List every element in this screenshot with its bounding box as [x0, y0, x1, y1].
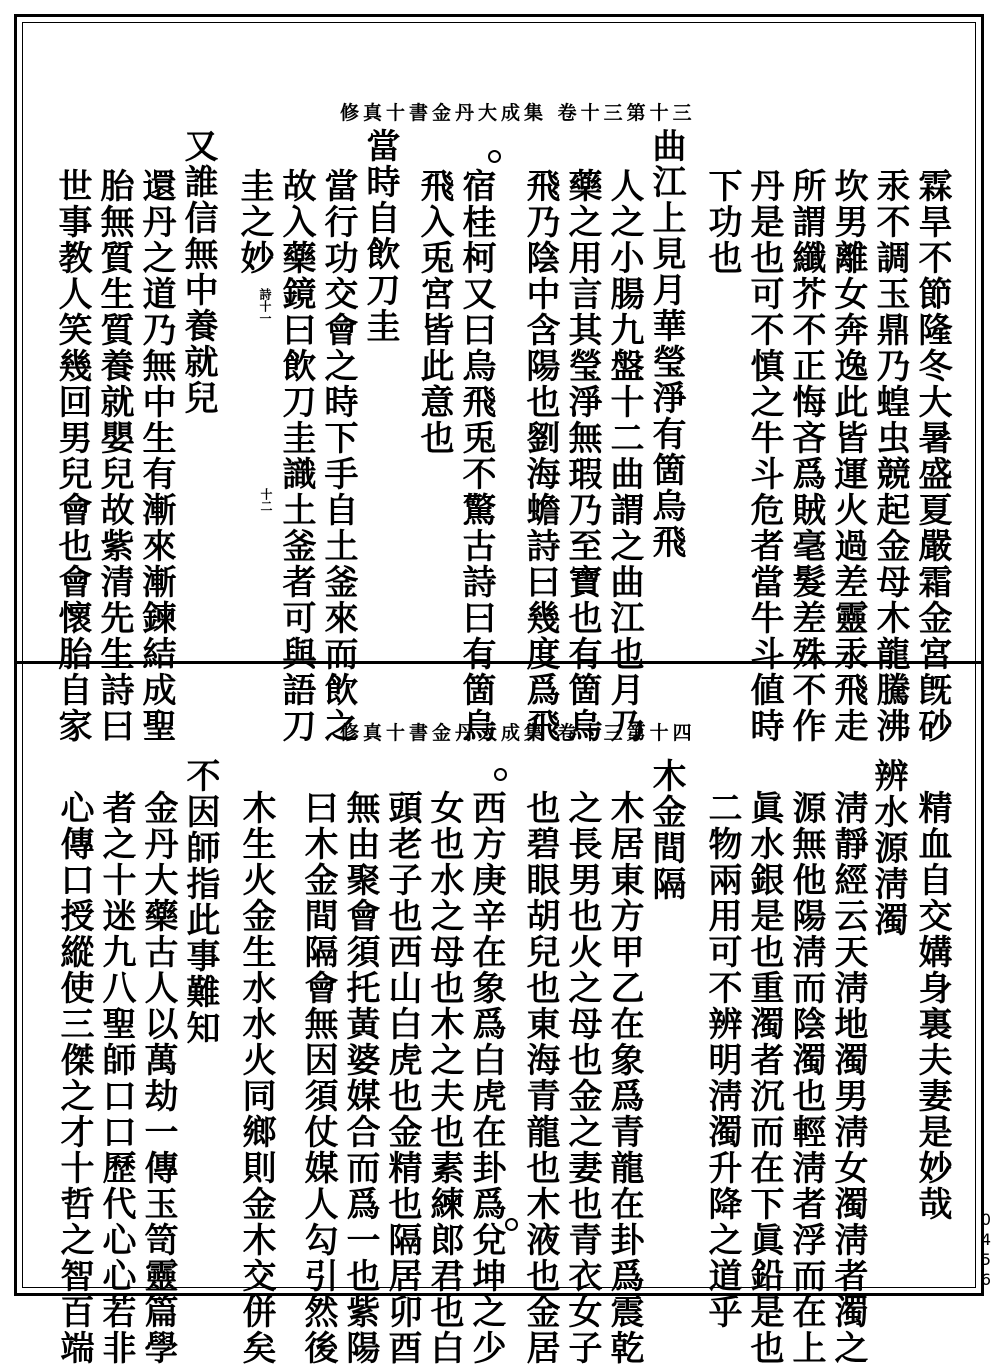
text-column: 木金間隔	[646, 758, 686, 902]
text-column: 西方庚辛在象爲白虎在卦爲兌坤之少	[466, 790, 506, 1366]
running-header: 修真十書金丹大成集 卷十三第十四	[340, 722, 696, 744]
text-column: 飛乃陰中含陽也劉海蟾詩曰幾度爲飛	[520, 168, 560, 744]
text-column: 淸靜經云天淸地濁男淸女濁淸者濁之	[828, 790, 868, 1366]
text-column: 藥之用言其瑩淨無瑕乃至寶也有箇烏	[562, 168, 602, 744]
text-column: 二物兩用可不辨明淸濁升降之道乎	[702, 790, 742, 1330]
text-column: 下功也	[702, 168, 742, 276]
text-column: 木居東方甲乙在象爲青龍在卦爲震乾	[604, 790, 644, 1366]
text-column: 者之十迷九八聖師口口歷代心心若非	[96, 790, 136, 1366]
text-column: 宿桂柯又曰烏飛兎不驚古詩曰有箇烏	[456, 168, 496, 744]
annotation-mark: 十二	[259, 488, 273, 512]
text-column: 世事教人笑幾回男兒會也會懷胎自家	[52, 168, 92, 744]
text-column: 汞不調玉鼎乃蝗虫競起金母木龍騰沸	[870, 168, 910, 744]
circle-mark	[488, 150, 501, 163]
text-column: 丹是也可不慎之牛斗危者當牛斗値時	[744, 168, 784, 744]
text-column: 霖旱不節隆冬大暑盛夏嚴霜金宮旣砂	[912, 168, 952, 744]
text-column: 曰木金間隔會無因須仗媒人勾引然後	[298, 790, 338, 1366]
text-column: 心傳口授縱使三傑之才十哲之智百端	[54, 790, 94, 1366]
text-column: 不因師指此事難知	[180, 758, 220, 1046]
text-column: 辨水源淸濁	[868, 758, 908, 938]
text-column: 胎無質生質養就嬰兒故紫清先生詩曰	[94, 168, 134, 744]
text-column: 所謂纖芥不正悔吝爲賊毫髮差殊不作	[786, 168, 826, 744]
text-column: 還丹之道乃無中生有漸來漸鍊結成聖	[136, 168, 176, 744]
text-column: 當行功交會之時下手自土釜來而飲之	[318, 168, 358, 744]
text-column: 坎男離女奔逸此皆運火過差靈汞飛走	[828, 168, 868, 744]
text-column: 曲江上見月華瑩淨有箇烏飛	[646, 128, 686, 560]
text-column: 之長男也火之母也金之妻也青衣女子	[562, 790, 602, 1366]
text-column: 頭老子也西山白虎也金精也隔居卯酉	[382, 790, 422, 1366]
text-column: 眞水銀是也重濁者沉而在下眞鉛是也	[744, 790, 784, 1366]
text-column: 圭之妙	[234, 168, 274, 276]
text-column: 木生火金生水水火同鄉則金木交併矣	[236, 790, 276, 1366]
text-column: 無由聚會須托黃婆媒合而爲一也紫陽	[340, 790, 380, 1366]
text-column: 人之小腸九盤十二曲謂之曲江也月乃	[604, 168, 644, 744]
text-column: 飛入兎宮皆此意也	[414, 168, 454, 456]
text-column: 金丹大藥古人以萬劫一傳玉笥靈篇學	[138, 790, 178, 1366]
text-column: 精血自交媾身裏夫妻是妙哉	[912, 790, 952, 1222]
page-number: 0456	[980, 1210, 992, 1289]
running-header: 修真十書金丹大成集 卷十三第十三	[340, 102, 696, 124]
circle-mark	[505, 1218, 518, 1231]
text-column: 又誰信無中養就兒	[178, 128, 218, 416]
annotation-mark: 詩十一	[258, 288, 272, 324]
text-column: 源無他陽淸而陰濁也輕淸者浮而在上	[786, 790, 826, 1366]
text-column: 也碧眼胡兒也東海青龍也木液也金居	[520, 790, 560, 1366]
text-column: 故入藥鏡曰飲刀圭識土釜者可與語刀	[276, 168, 316, 744]
circle-mark	[494, 768, 507, 781]
text-column: 女也水之母也木之夫也素練郎君也白	[424, 790, 464, 1366]
text-column: 當時自飲刀圭	[360, 128, 400, 344]
